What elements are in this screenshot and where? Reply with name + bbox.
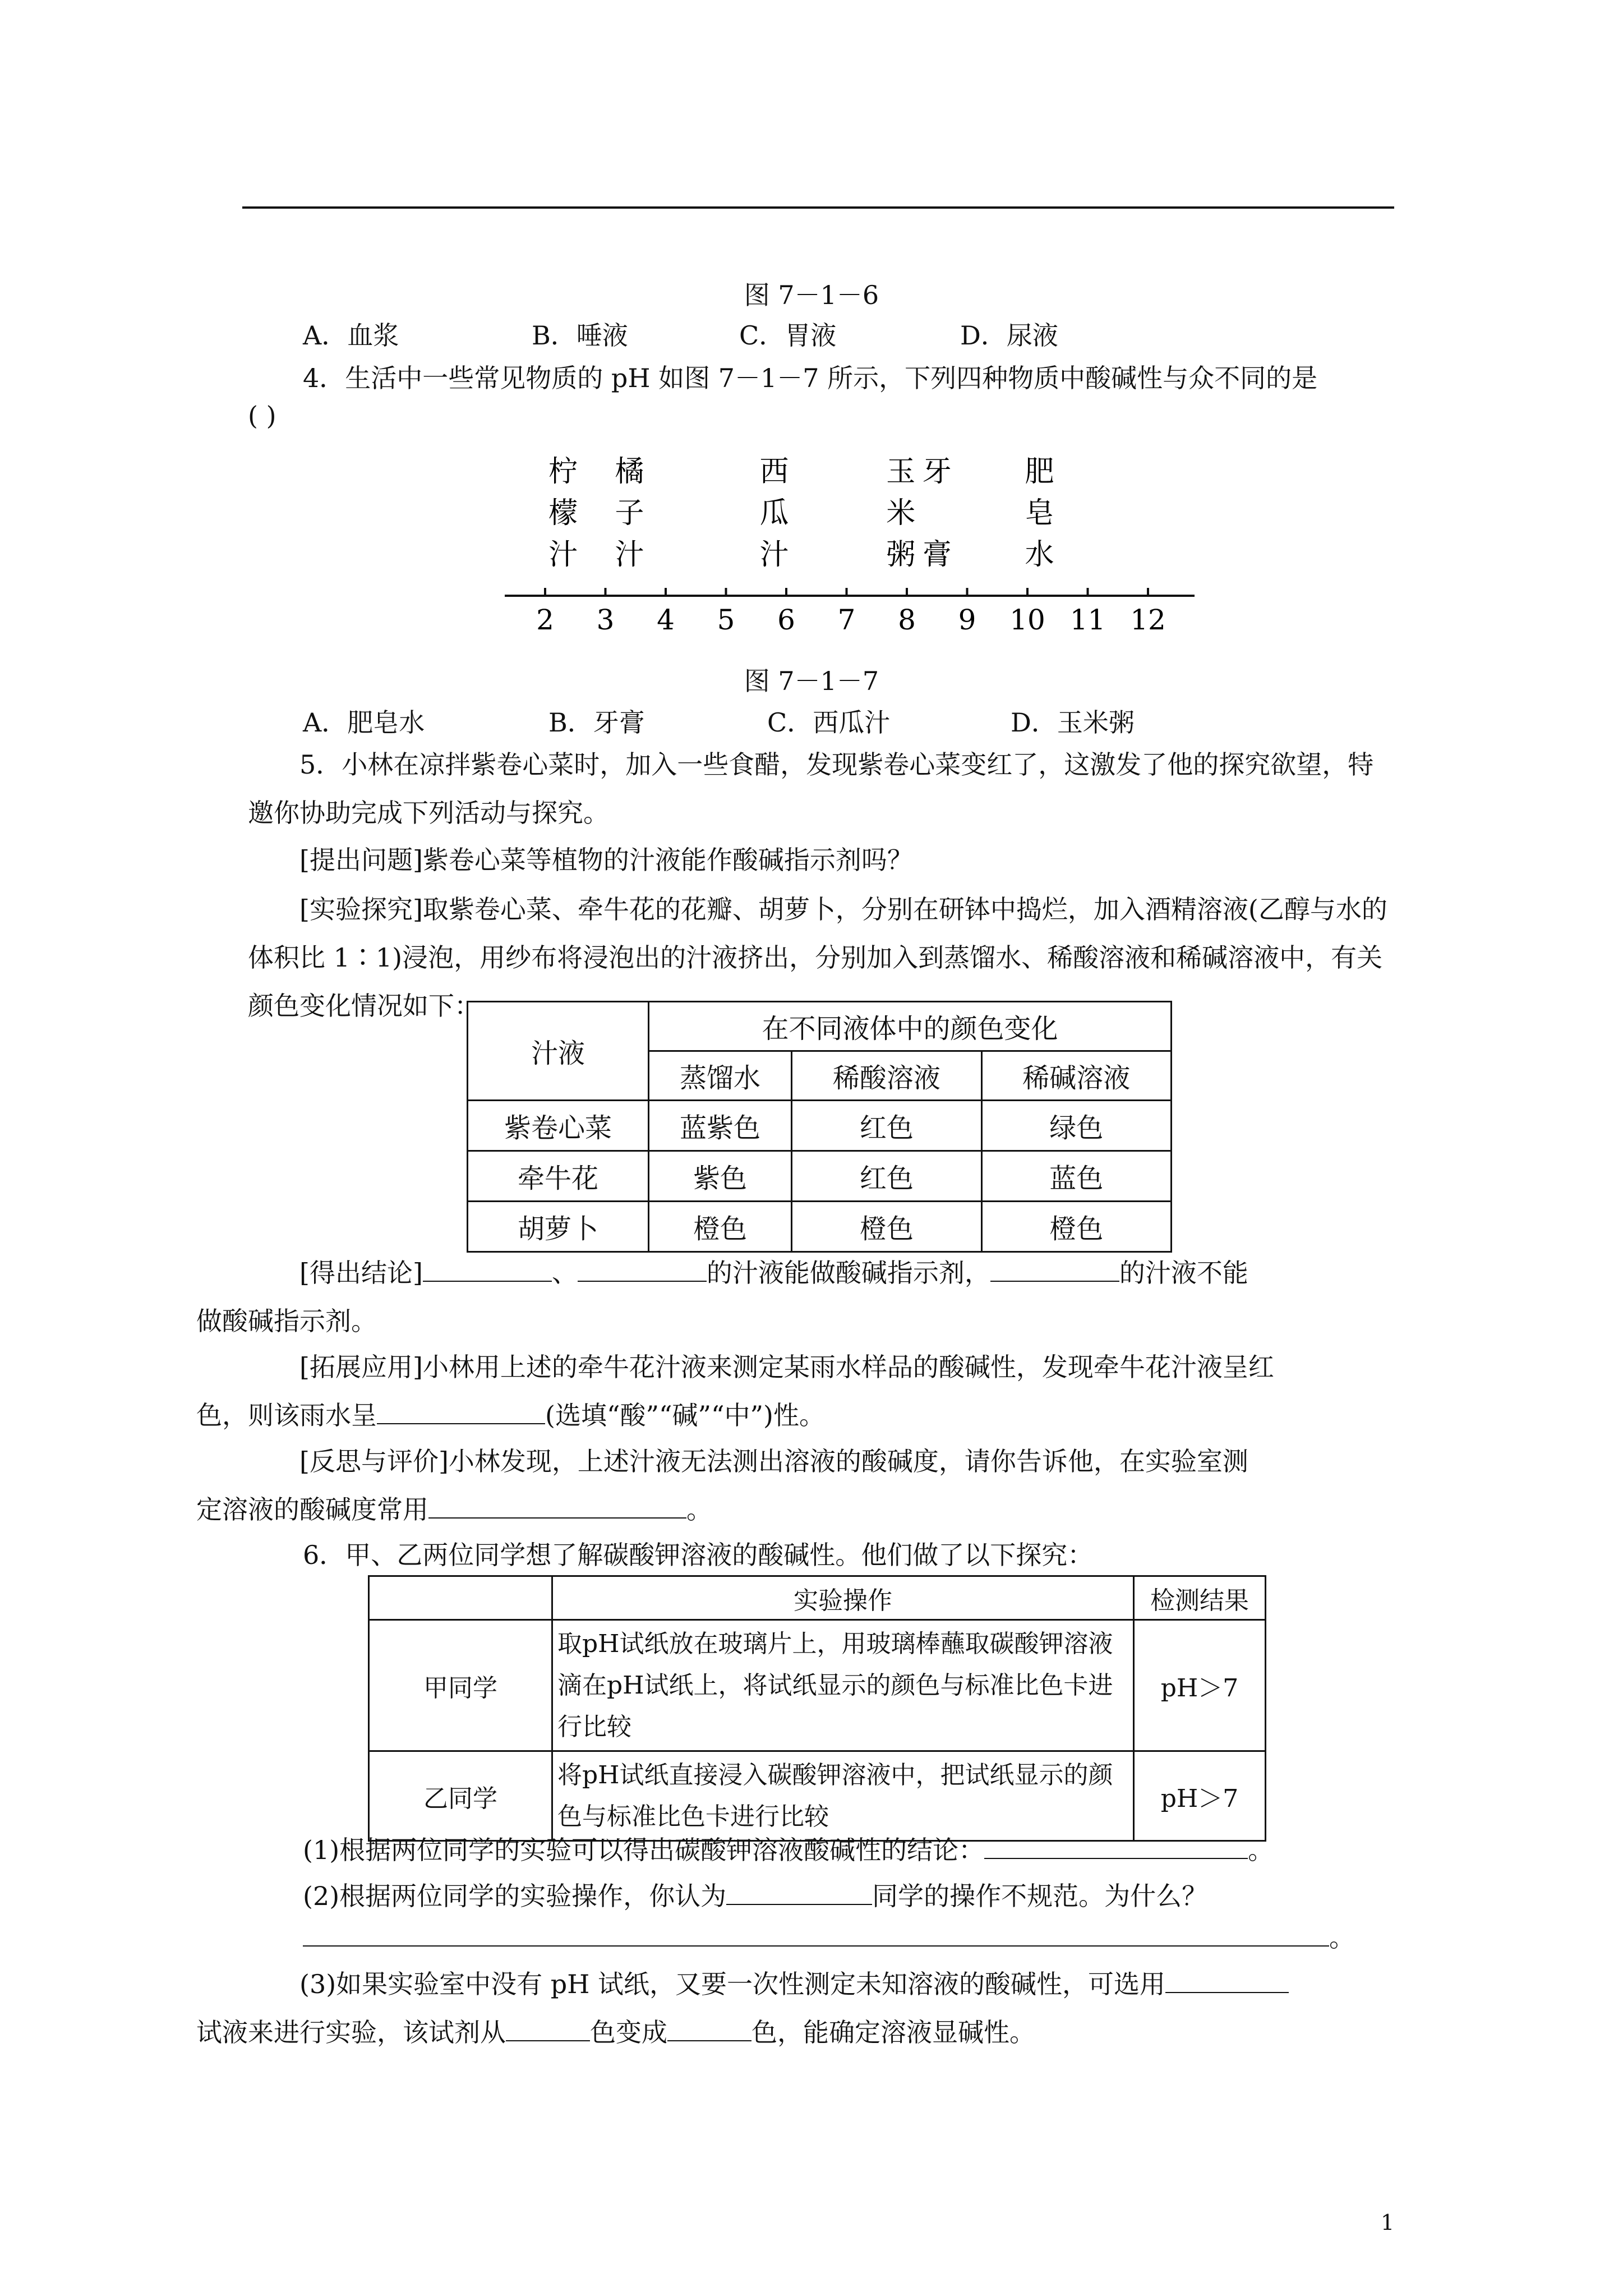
ph-scale-figure <box>494 449 1200 651</box>
table-row <box>369 1751 1266 1841</box>
row-name: 胡萝卜 <box>468 1202 649 1252</box>
figure-caption-7-1-7: 图 7－1－7 <box>744 666 879 696</box>
q5-question: [提出问题]紫卷心菜等植物的汁液能作酸碱指示剂吗？ <box>299 845 913 875</box>
substance-label: 瓜 <box>759 496 789 530</box>
substance-label: 汁 <box>615 538 644 572</box>
row-name: 紫卷心菜 <box>468 1101 649 1151</box>
q6-intro: 6．甲、乙两位同学想了解碳酸钾溶液的酸碱性。他们做了以下探究： <box>303 1540 1094 1570</box>
row-result: pH＞7 <box>1134 1751 1266 1841</box>
q6-subq2: (2)根据两位同学的实验操作，你认为 同学的操作不规范。为什么？ <box>303 1881 1208 1911</box>
q5-extension: [拓展应用]小林用上述的牵牛花汁液来测定某雨水样品的酸碱性，发现牵牛花汁液呈红 色，则该雨水呈 (选填“酸”“碱”“中”)性。 <box>196 1352 1274 1430</box>
answer-blank[interactable] <box>1165 1970 1289 1993</box>
q5-reflection: [反思与评价]小林发现，上述汁液无法测出溶液的酸碱度，请你告诉他，在实验室测 定溶液的酸碱度常用 。 <box>196 1446 1248 1525</box>
header-rule <box>242 206 1394 209</box>
answer-blank[interactable] <box>726 1881 872 1905</box>
answer-blank[interactable] <box>667 2018 751 2041</box>
q5-conclusion: [得出结论] 、 的汁液能做酸碱指示剂， 的汁液不能 做酸碱指示剂。 <box>196 1258 1248 1336</box>
cell: 蓝色 <box>981 1151 1171 1202</box>
q4-option-b: B．牙膏 <box>548 707 645 738</box>
cell: 橙色 <box>792 1202 981 1252</box>
table-row <box>468 1101 1172 1151</box>
substance-label: 汁 <box>759 538 789 572</box>
table-header-result: 检测结果 <box>1134 1576 1266 1620</box>
cell: 红色 <box>792 1151 981 1202</box>
table-header-group: 在不同液体中的颜色变化 <box>649 1002 1172 1051</box>
answer-blank[interactable] <box>377 1401 545 1424</box>
cell: 绿色 <box>981 1101 1171 1151</box>
q3-option-c: C．胃液 <box>739 320 837 351</box>
page-number: 1 <box>1381 2210 1395 2235</box>
tick-label: 12 <box>1130 604 1166 636</box>
tick-label: 9 <box>958 604 976 636</box>
answer-blank[interactable] <box>984 1835 1248 1859</box>
table-header-dilute-acid: 稀酸溶液 <box>792 1051 981 1101</box>
substance-label: 汁 <box>548 538 578 572</box>
q4-answer-bracket: ( ) <box>248 401 276 431</box>
tick-label: 7 <box>837 604 856 636</box>
substance-label: 粥 <box>886 538 916 572</box>
row-result: pH＞7 <box>1134 1620 1266 1751</box>
ph-test-table <box>368 1575 1266 1842</box>
row-student: 甲同学 <box>369 1620 552 1751</box>
q6-subq3: (3)如果实验室中没有 pH 试纸，又要一次性测定未知溶液的酸碱性，可选用 试液来进行实验，该试剂从 色变成 色，能确定溶液显碱性。 <box>248 1960 1394 2056</box>
tick-label: 11 <box>1069 604 1106 636</box>
figure-caption-7-1-6: 图 7－1－6 <box>744 280 879 310</box>
substance-label: 皂 <box>1025 496 1054 530</box>
q3-option-d: D．尿液 <box>960 320 1058 351</box>
answer-blank[interactable] <box>423 1258 552 1282</box>
tick-label: 8 <box>898 604 916 636</box>
tick-label: 10 <box>1009 604 1045 636</box>
cell: 红色 <box>792 1101 981 1151</box>
answer-blank[interactable] <box>428 1495 686 1519</box>
q3-option-a: A．血浆 <box>303 320 399 351</box>
table-row <box>468 1151 1172 1202</box>
q4-option-a: A．肥皂水 <box>303 707 425 738</box>
table-header-empty <box>369 1576 552 1620</box>
cell: 紫色 <box>649 1151 792 1202</box>
table-header-distilled-water: 蒸馏水 <box>649 1051 792 1101</box>
cell: 橙色 <box>981 1202 1171 1252</box>
tick-label: 3 <box>596 604 615 636</box>
answer-blank[interactable] <box>990 1258 1119 1282</box>
table-row <box>369 1620 1266 1751</box>
answer-blank[interactable] <box>578 1258 707 1282</box>
substance-label: 西 <box>759 455 789 489</box>
q6-subq1: (1)根据两位同学的实验可以得出碳酸钾溶液酸碱性的结论： 。 <box>303 1835 1274 1865</box>
substance-label: 橘 <box>615 455 644 489</box>
row-operation: 将pH试纸直接浸入碳酸钾溶液中，把试纸显示的颜色与标准比色卡进行比较 <box>552 1751 1134 1841</box>
table-row <box>468 1202 1172 1252</box>
cell: 蓝紫色 <box>649 1101 792 1151</box>
substance-label: 子 <box>615 496 644 530</box>
substance-label: 柠 <box>548 455 578 489</box>
answer-blank[interactable] <box>506 2018 590 2041</box>
row-name: 牵牛花 <box>468 1151 649 1202</box>
tick-label: 2 <box>536 604 554 636</box>
substance-label: 米 <box>886 496 916 530</box>
q6-subq2-answer-line: 。 <box>303 1917 1355 1954</box>
table-header-juice: 汁液 <box>468 1002 649 1101</box>
table-header-dilute-base: 稀碱溶液 <box>981 1051 1171 1101</box>
tick-label: 6 <box>777 604 795 636</box>
q5-intro: 5．小林在凉拌紫卷心菜时，加入一些食醋，发现紫卷心菜变红了，这激发了他的探究欲望，特邀你协助完成下列活动与探究。 <box>248 749 1374 828</box>
q4-option-c: C．西瓜汁 <box>767 707 891 738</box>
tick-label: 5 <box>717 604 735 636</box>
q4-option-d: D．玉米粥 <box>1011 707 1135 738</box>
tick-label: 4 <box>657 604 675 636</box>
row-operation: 取pH试纸放在玻璃片上，用玻璃棒蘸取碳酸钾溶液滴在pH试纸上，将试纸显示的颜色与标准比色卡进行比较 <box>552 1620 1134 1751</box>
substance-label: 檬 <box>548 496 578 530</box>
q5-experiment: [实验探究]取紫卷心菜、牵牛花的花瓣、胡萝卜，分别在研钵中捣烂，加入酒精溶液(乙醇与水的体积比 1∶1)浸泡，用纱布将浸泡出的汁液挤出，分别加入到蒸馏水、稀酸溶液和稀碱溶液中，有关颜色变化情况如下： <box>248 894 1387 1021</box>
row-student: 乙同学 <box>369 1751 552 1841</box>
cell: 橙色 <box>649 1202 792 1252</box>
substance-label: 玉 <box>886 455 916 489</box>
substance-label: 肥 <box>1025 455 1054 489</box>
indicator-color-table <box>467 1001 1172 1253</box>
table-header-operation: 实验操作 <box>552 1576 1134 1620</box>
q4-stem: 4．生活中一些常见物质的 pH 如图 7－1－7 所示，下列四种物质中酸碱性与众不同的是 <box>303 363 1318 393</box>
q3-option-b: B．唾液 <box>532 320 628 351</box>
substance-label: 膏 <box>922 538 952 572</box>
substance-label: 牙 <box>922 455 952 489</box>
substance-label: 水 <box>1025 538 1054 572</box>
answer-blank[interactable] <box>303 1923 1329 1947</box>
